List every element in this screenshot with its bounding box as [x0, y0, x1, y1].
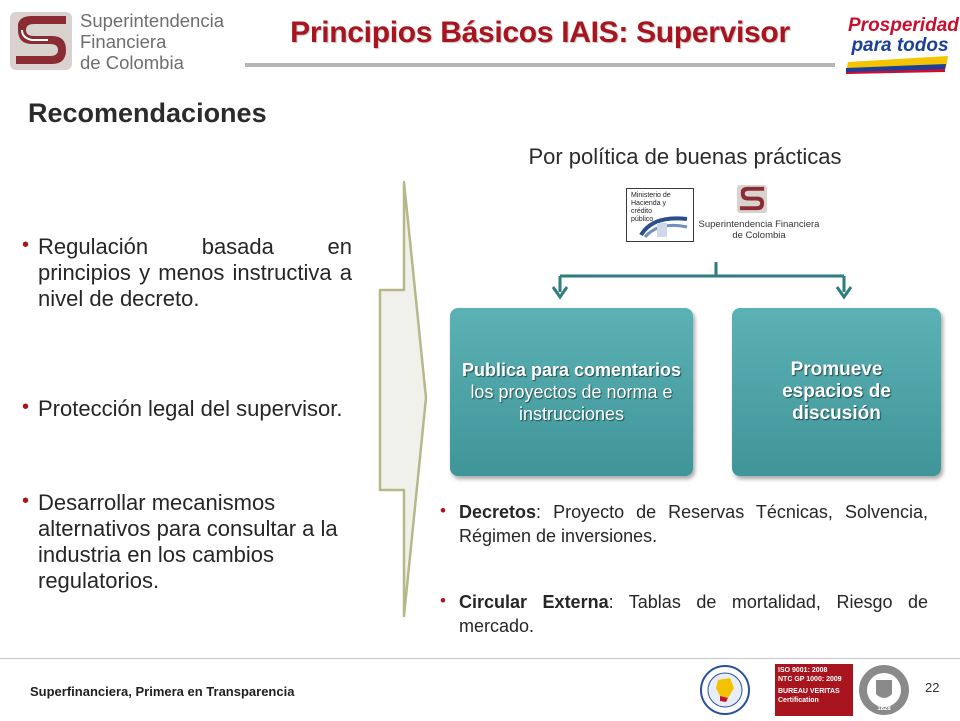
ministry-logo	[626, 188, 694, 242]
left-bullet-3-text: Desarrollar mecanismos alternativos para consultar a la industria en los cambios regulatorios.	[38, 490, 338, 593]
prosperidad-line2: para todos	[851, 35, 949, 56]
bullet-icon: •	[22, 396, 30, 418]
sfc-small-line2: de Colombia	[732, 230, 786, 241]
sfc-small-logo	[696, 184, 822, 244]
connector-arrows	[540, 260, 860, 300]
box-publica-rest: los proyectos de norma e instrucciones	[470, 382, 673, 424]
title-underline	[245, 63, 835, 67]
prosperidad-logo	[840, 12, 959, 74]
sfc-small-text	[696, 219, 822, 241]
iso-certification-badge	[775, 664, 853, 716]
right-bullet-2-text: : Tablas de mortalidad, Riesgo de mercado.	[459, 592, 929, 636]
sfc-name	[80, 10, 224, 73]
slide-title: Principios Básicos IAIS: Supervisor	[290, 16, 790, 49]
box-promueve	[732, 308, 941, 476]
left-bullet-2-text: Protección legal del supervisor.	[38, 396, 343, 421]
bullet-icon: •	[440, 501, 446, 520]
right-bullet-2	[440, 590, 928, 638]
bullet-icon: •	[22, 490, 30, 512]
sfc-name-line1: Superintendencia	[80, 10, 224, 31]
prosperidad-line1: Prosperidad	[848, 15, 959, 36]
cert-iso-line4: Certification	[778, 696, 819, 704]
colombia-seal-icon	[690, 664, 760, 716]
right-heading: Por política de buenas prácticas	[528, 144, 842, 169]
box-promueve-text: Promueve espacios de discusión	[782, 359, 891, 424]
sfc-name-line2: Financiera	[80, 31, 167, 52]
cert-iso-line2: NTC GP 1000: 2009	[778, 675, 842, 683]
sfc-small-line1: Superintendencia Financiera	[698, 219, 820, 230]
right-bullet-1	[440, 500, 928, 548]
cert-seal-year: 1828	[877, 706, 891, 712]
ministry-emblem-icon	[639, 215, 689, 239]
box-publica	[450, 308, 693, 476]
sfc-logo-mark-icon	[8, 10, 74, 72]
right-bullet-1-label: Decretos	[459, 502, 537, 522]
cert-iso-line3: BUREAU VERITAS	[778, 688, 840, 695]
right-arrow-icon	[378, 180, 430, 620]
ministry-logo-text: Ministerio de Hacienda y crédito público	[631, 192, 671, 223]
right-bullet-1-text: : Proyecto de Reservas Técnicas, Solvencia, Régimen de inversiones.	[459, 502, 928, 546]
bullet-icon: •	[22, 234, 30, 256]
prosperidad-text	[848, 15, 959, 56]
footer-divider	[0, 658, 960, 659]
bureau-veritas-seal	[858, 664, 910, 716]
sfc-small-mark-icon	[736, 184, 768, 214]
right-bullet-2-label: Circular Externa	[459, 592, 609, 612]
section-heading: Recomendaciones	[28, 98, 267, 128]
left-bullet-1-text: Regulación basada en principios y menos instructiva a nivel de decreto.	[38, 234, 352, 311]
sfc-name-line3: de Colombia	[80, 52, 184, 73]
left-bullet-1	[22, 234, 352, 312]
box-publica-bold: Publica para comentarios	[461, 360, 682, 380]
bullet-icon: •	[440, 591, 446, 610]
cert-iso-line1: ISO 9001: 2008	[778, 667, 828, 674]
left-bullet-2	[22, 396, 352, 422]
page-number: 22	[925, 680, 940, 695]
footer-tagline: Superfinanciera, Primera en Transparencia	[30, 684, 295, 699]
left-bullet-3	[22, 490, 352, 594]
